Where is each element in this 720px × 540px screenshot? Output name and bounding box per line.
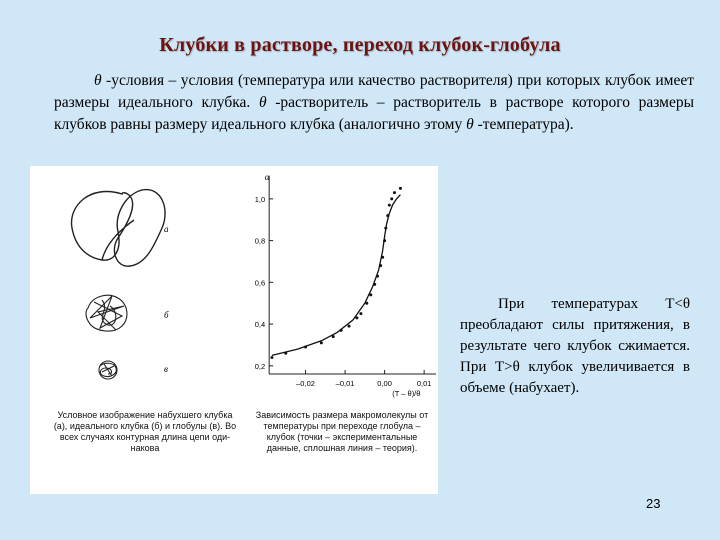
- theta-symbol: θ: [94, 72, 102, 89]
- experimental-point: [340, 329, 343, 332]
- experimental-point: [386, 214, 389, 217]
- x-tick-label: –0,02: [296, 379, 315, 388]
- swollen-coil-drawing: [72, 190, 166, 267]
- experimental-point: [284, 352, 287, 355]
- ideal-coil-drawing: [86, 295, 127, 331]
- theta-symbol: θ: [466, 116, 474, 133]
- panel-label-c: в: [164, 364, 168, 374]
- panel-label-b: б: [164, 310, 169, 320]
- y-tick-label: 1,0: [254, 194, 266, 204]
- x-tick-label: 0,01: [416, 379, 432, 388]
- side-paragraph: При температурах Т<θ преобладают силы притяжения, в результате чего клубок сжимается. При Т>θ клубок увеличивается в объеме (набухает).: [460, 296, 690, 396]
- experimental-point: [320, 341, 323, 344]
- experimental-point: [348, 325, 351, 328]
- experimental-point: [390, 197, 393, 200]
- figure-panel: [30, 166, 438, 494]
- alpha-vs-temperature-chart: [255, 172, 436, 398]
- globule-drawing: [99, 361, 117, 379]
- experimental-point: [359, 312, 362, 315]
- y-tick-label: 0,8: [254, 236, 266, 246]
- experimental-point: [379, 264, 382, 267]
- experimental-point: [373, 283, 376, 286]
- caption-right: Зависимость размера макромолекулы от температуры при переходе глобула – клубок (точки – экспериментальные данные, сплошная линия – теория).: [255, 410, 429, 453]
- experimental-point: [365, 302, 368, 305]
- y-tick-label: 0,4: [254, 320, 266, 330]
- experimental-point: [388, 204, 391, 207]
- experimental-point: [376, 275, 379, 278]
- intro-part-2: -растворитель – растворитель в растворе которого размеры клубков равны размеру идеального клубка (аналогично этому: [54, 94, 694, 133]
- experimental-point: [369, 293, 372, 296]
- theory-curve: [272, 195, 401, 356]
- experimental-point: [304, 346, 307, 349]
- experimental-point: [399, 187, 402, 190]
- x-tick-label: 0,00: [377, 379, 392, 388]
- x-axis-label: (T – θ)/θ: [392, 389, 421, 398]
- y-tick-label: 0,2: [254, 361, 266, 371]
- theta-symbol: θ: [258, 94, 267, 111]
- experimental-point: [381, 256, 384, 259]
- intro-part-3: -температура).: [473, 116, 574, 133]
- experimental-point: [393, 191, 396, 194]
- x-tick-label: –0,01: [335, 379, 355, 388]
- experimental-point: [384, 227, 387, 230]
- experimental-point: [270, 356, 273, 359]
- caption-left: Условное изображение набухшего клубка (а), идеального клубка (б) и глобулы (в). Во всех случаях контурная длина цепи одинакова: [53, 410, 237, 453]
- intro-part-1: -условия – условия (температура или качество растворителя) при которых клубок имеет размеры идеального клубка.: [54, 72, 694, 111]
- y-axis-label: α: [264, 172, 270, 182]
- intro-paragraph: [54, 70, 694, 136]
- y-tick-label: 0,6: [254, 278, 266, 288]
- experimental-point: [355, 316, 358, 319]
- panel-label-a: a: [164, 224, 169, 234]
- slide-title: Клубки в растворе, переход клубок-глобула: [159, 34, 561, 56]
- experimental-point: [383, 239, 386, 242]
- experimental-point: [332, 335, 335, 338]
- page-number: 23: [646, 496, 661, 511]
